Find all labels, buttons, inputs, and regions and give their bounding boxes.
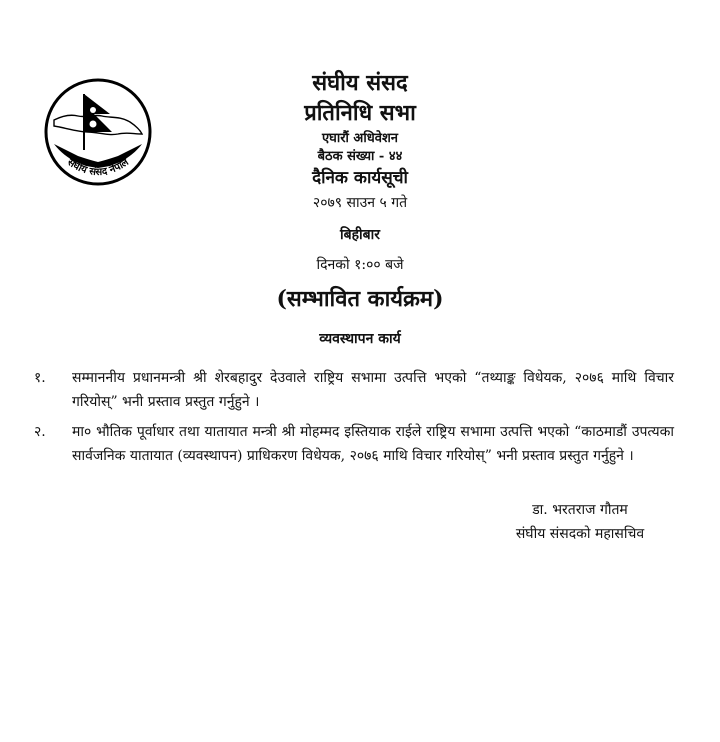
list-item	[34, 366, 674, 414]
session-label: एघारौं अधिवेशन	[321, 131, 399, 146]
item-number: २.	[34, 424, 46, 440]
item-text: मा० भौतिक पूर्वाधार तथा यातायात मन्त्री श्री मोहम्मद इस्तियाक राईले राष्ट्रिय सभामा उत्पत्ति भएको “काठमाडौं उपत्यका सार्वजनिक यातायात (व्यवस्थापन) प्राधिकरण विधेयक, २०७६ माथि विचार गरियोस्” भनी प्रस्ताव प्रस्तुत गर्नुहुने ।	[72, 424, 674, 464]
signature-block	[470, 498, 690, 546]
item-text: सम्माननीय प्रधानमन्त्री श्री शेरबहादुर देउवाले राष्ट्रिय सभामा उत्पत्ति भएको “तथ्याङ्क विधेयक, २०७६ माथि विचार गरियोस्” भनी प्रस्ताव प्रस्तुत गर्नुहुने ।	[72, 370, 674, 410]
day-text: बिहीबार	[339, 227, 381, 243]
item-number: १.	[34, 370, 46, 386]
list-item	[34, 420, 674, 468]
agenda-title: दैनिक कार्यसूची	[312, 168, 408, 188]
signatory-name: डा. भरतराज गौतम	[532, 502, 628, 518]
title-line1: संघीय संसद	[312, 70, 408, 96]
parliament-emblem-icon	[40, 70, 160, 196]
program-title: (सम्भावित कार्यक्रम)	[276, 286, 444, 312]
parliament-logo	[40, 70, 160, 196]
time-text: दिनको १:०० बजे	[316, 257, 404, 273]
document-header	[180, 68, 540, 350]
section-heading: व्यवस्थापन कार्य	[319, 331, 401, 347]
agenda-items	[34, 366, 674, 474]
meeting-number: बैठक संख्या - ४४	[317, 149, 403, 164]
title-line2: प्रतिनिधि सभा	[304, 100, 416, 126]
logo-text: संघीय संसद नेपाल	[65, 156, 131, 179]
signatory-designation: संघीय संसदको महासचिव	[515, 526, 645, 542]
date-text: २०७९ साउन ५ गते	[312, 195, 408, 211]
